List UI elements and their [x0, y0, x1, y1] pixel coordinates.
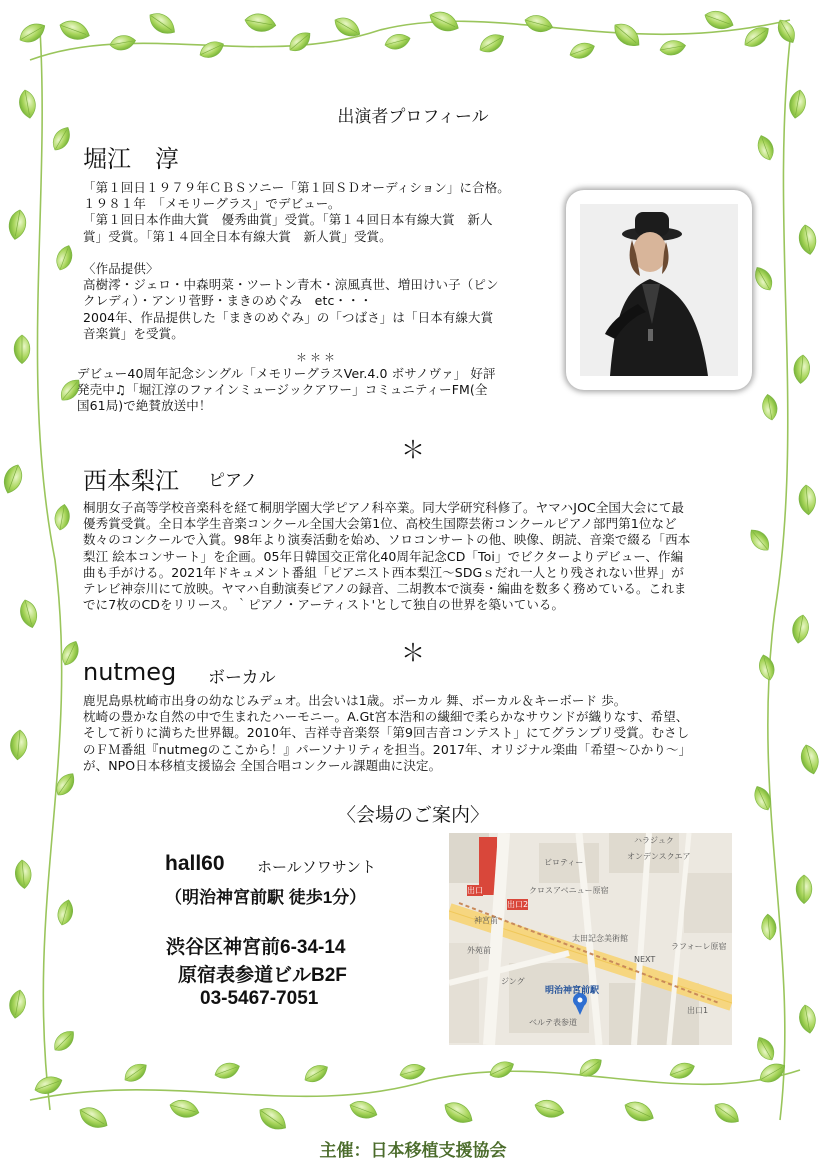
bio-line: 数々のコンクールで入賞。98年より演奏活動を始め、ソロコンサートの他、映像、朗読、音楽で綴る「西本 — [83, 532, 691, 548]
bio-line: 梨江 絵本コンサート」を企画。05年日韓国交正常化40周年記念CD「Toi」でビクターよりデビュー、作編 — [83, 548, 684, 564]
news-line: 国61局)で絶賛放送中！ — [77, 398, 212, 414]
bio-line: のＦＭ番組『nutmegのここから！』パーソナリティを担当。2017年、オリジナル楽曲「希望～ひかり～」 — [83, 741, 692, 757]
news-line: 発売中♫「堀江淳のファインミュージックアワー」コミュニティーFM(全 — [77, 382, 488, 398]
performer-role-nishimoto: ピアノ — [208, 471, 258, 491]
map-label: ベルテ表参道 — [529, 1018, 577, 1027]
bio-line: 音楽賞」を受賞。 — [83, 325, 184, 341]
star-divider: ＊ — [401, 436, 425, 464]
news-line: デビュー40周年記念シングル「メモリーグラスVer.4.0 ボサノヴァ」 好評 — [77, 366, 496, 381]
bio-line: 鹿児島県枕崎市出身の幼なじみデュオ。出会いは1歳。ボーカル 舞、ボーカル＆キーボード 歩。 — [83, 693, 627, 708]
bio-line: 賞」受賞。「第１４回全日本有線大賞 新人賞」受賞。 — [83, 228, 392, 244]
map-label: クロスアベニュー原宿 — [529, 886, 609, 895]
nutmeg-bio — [83, 693, 691, 774]
map-label: NEXT — [634, 955, 656, 964]
map-label: 出口1 — [687, 1006, 709, 1015]
access-info: （明治神宮前駅 徒歩1分） — [165, 888, 367, 907]
bio-line: １９８１年 「メモリーグラス」でデビュー。 — [83, 196, 341, 212]
map-label: 太田記念美術館 — [572, 934, 628, 943]
map-label: ラフォーレ原宿 — [671, 942, 727, 951]
map-label: オンデンスクエア — [627, 852, 691, 861]
address-line-2: 原宿表参道ビルB2F — [178, 965, 347, 986]
bio-line: 「第１回日１９７９年ＣＢＳソニー「第１回ＳＤオーディション」に合格。 — [83, 180, 510, 195]
map-label: ジング — [501, 977, 525, 986]
bio-line: テレビ神奈川にて放映。ヤマハ自動演奏ピアノの録音、二胡教本で演奏・編曲を数多く務めている。これま — [83, 581, 687, 597]
phone-number: 03-5467-7051 — [200, 988, 319, 1009]
map-label: ビロティー — [544, 858, 584, 867]
bio-line: 優秀賞受賞。全日本学生音楽コンクール全国大会第1位、高校生国際芸術コンクールピアノ部門第1位など — [83, 516, 677, 532]
bio-line: でに7枚のCDをリリース。｀ピアノ・アーティスト'として独自の世界を築いている。 — [83, 597, 565, 613]
bio-line — [83, 245, 510, 261]
bio-line: クレディ）・アンリ菅野・まきのめぐみ etc・・・ — [83, 293, 373, 309]
horie-news — [77, 366, 496, 415]
section-heading: 出演者プロフィール — [337, 107, 489, 127]
hall-name: hall60 — [165, 852, 225, 875]
map-label: ハラジュク — [634, 836, 674, 845]
star-divider: ＊ — [401, 639, 425, 667]
bio-line: そして祈りに満ちた世界観。2010年、吉祥寺音楽祭「第9回吉音コンテスト」にてグランプリ受賞。むさし — [83, 725, 690, 741]
bio-line: 枕崎の豊かな自然の中で生まれたハーモニー。A.Gt宮本浩和の繊細で柔らかなサウンドが織りなす、希望、 — [83, 709, 689, 725]
hall-kana: ホールソワサント — [257, 858, 376, 876]
map-label: 明治神宮前駅 — [545, 986, 600, 996]
bio-line: 桐朋女子高等学校音楽科を経て桐朋学園大学ピアノ科卒業。同大学研究科修了。ヤマハJOC全国大会にて最 — [83, 500, 685, 515]
bio-line: 2004年、作品提供した「まきのめぐみ」の「つばさ」は「日本有線大賞 — [83, 309, 494, 325]
horie-bio — [83, 180, 510, 342]
performer-photo-frame — [566, 190, 752, 390]
map-label: 出口 — [467, 886, 483, 895]
bio-line: が、NPO日本移植支援協会 全国合唱コンクール課題曲に決定。 — [83, 757, 442, 773]
bio-line: 「第１回日本作曲大賞 優秀曲賞」受賞。「第１４回日本有線大賞 新人 — [83, 212, 493, 228]
performer-role-nutmeg: ボーカル — [208, 668, 276, 688]
map-label: 神宮前 — [474, 916, 498, 925]
performer-name-nutmeg: nutmeg — [83, 658, 177, 686]
map-label: 出口2 — [507, 900, 529, 909]
venue-heading: 〈会場のご案内〉 — [336, 804, 489, 826]
bio-line: 曲も手がける。2021年ドキュメント番組「ピアニスト西本梨江～SDGｓだれ一人とり残されない世界」が — [83, 564, 684, 580]
stars-divider: ＊＊＊ — [296, 351, 338, 364]
bio-line: 高樹澪・ジェロ・中森明菜・ツートン青木・涼風真世、増田けい子（ピン — [83, 277, 499, 293]
performer-name-horie: 堀江 淳 — [83, 145, 179, 173]
performer-name-nishimoto: 西本梨江 — [83, 467, 179, 495]
nishimoto-bio — [83, 500, 690, 613]
address-line-1: 渋谷区神宮前6-34-14 — [166, 937, 346, 958]
venue-map — [449, 833, 732, 1045]
bio-line: 〈作品提供〉 — [83, 261, 159, 277]
performer-photo — [580, 204, 738, 376]
organizer-footer: 主催：日本移植支援協会 — [319, 1141, 507, 1161]
map-label: 外苑前 — [467, 946, 491, 955]
